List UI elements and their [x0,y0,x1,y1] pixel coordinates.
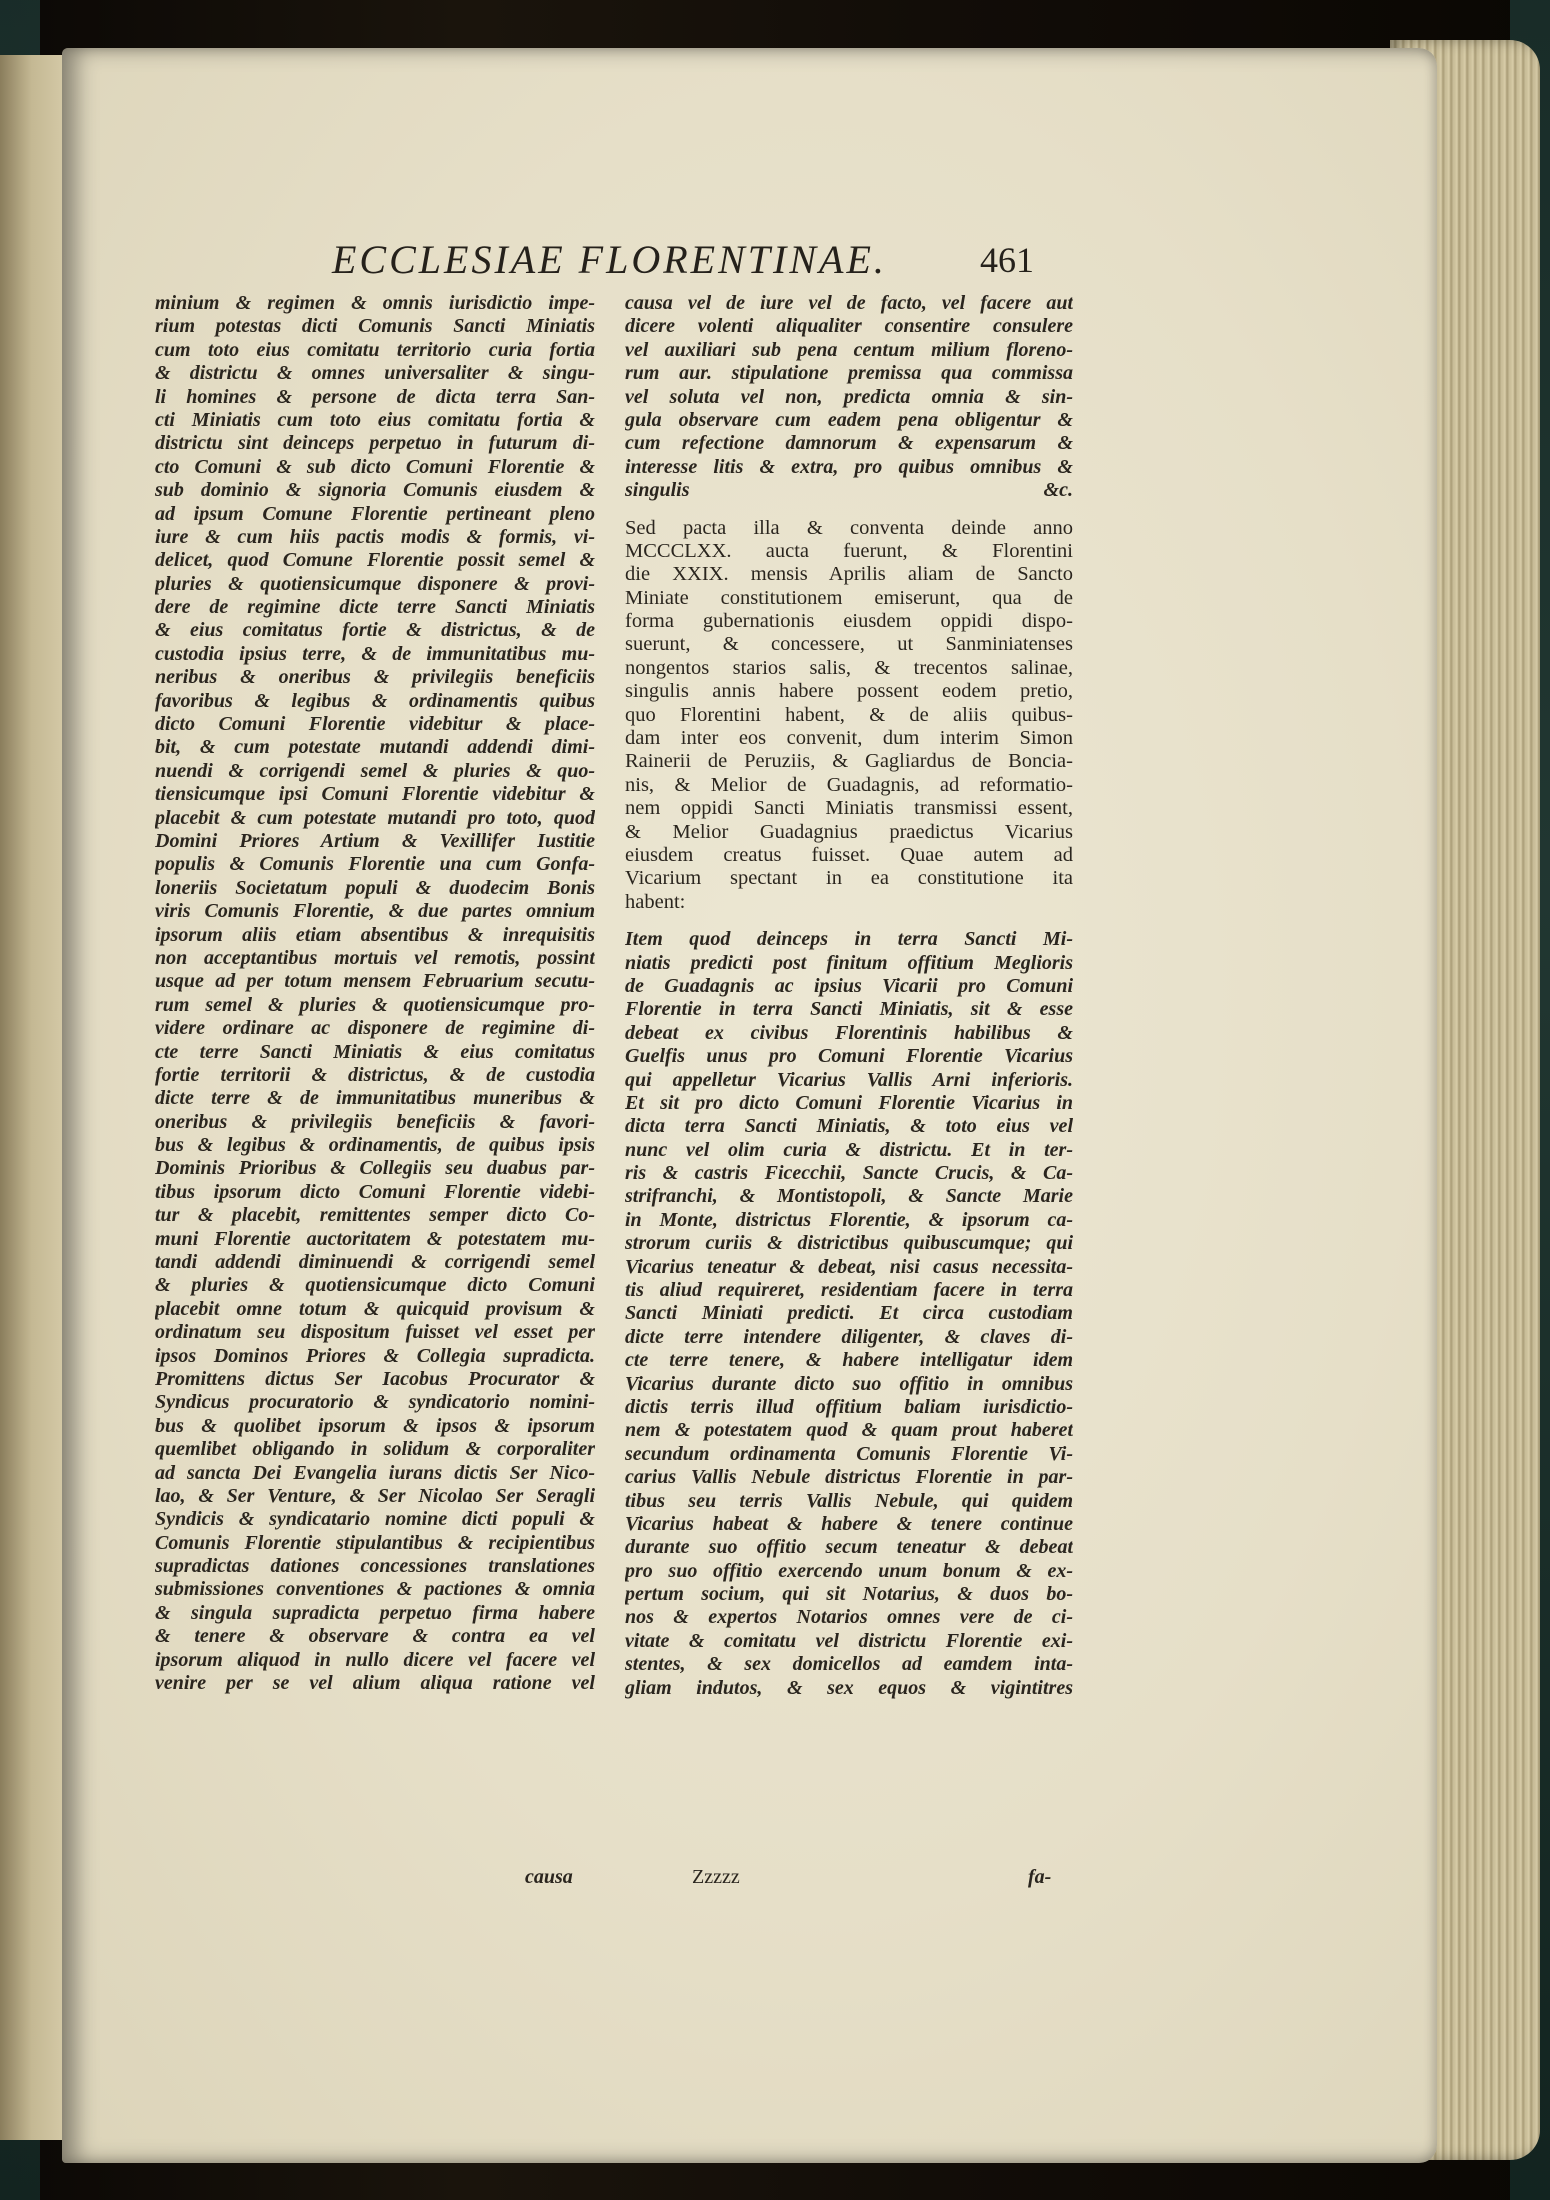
text-line: forma gubernationis eiusdem oppidi dispo- [625,610,1073,633]
text-line: ipsorum aliquod in nullo dicere vel facere vel [155,1648,595,1671]
text-line: tiensicumque ipsi Comuni Florentie videbitur & [155,783,595,806]
right-catchword: fa- [1028,1866,1052,1888]
left-catchword: causa [525,1866,573,1888]
text-line: viris Comunis Florentie, & due partes omnium [155,900,595,923]
text-line: stentes, & sex domicellos ad eamdem inta- [625,1653,1073,1676]
text-line: nongentos starios salis, & trecentos salinae, [625,656,1073,679]
text-line: pro suo offitio exercendo unum bonum & ex- [625,1559,1073,1582]
text-line: nuendi & corrigendi semel & pluries & quo- [155,759,595,782]
text-line: submissiones conventiones & pactiones & omnia [155,1578,595,1601]
text-line: minium & regimen & omnis iurisdictio impe- [155,292,595,314]
text-line: die XXIX. mensis Aprilis aliam de Sancto [625,563,1073,586]
text-line: tis aliud requireret, residentiam facere in terra [625,1279,1073,1302]
text-line: rum semel & pluries & quotiensicumque pro- [155,993,595,1016]
text-line: pluries & quotiensicumque disponere & provi- [155,572,595,595]
text-line: pertum socium, qui sit Notarius, & duos bo- [625,1583,1073,1606]
right-column-section-2 [625,517,1073,915]
left-text-column [155,292,595,1695]
text-line: dicto Comuni Florentie videbitur & place- [155,713,595,736]
text-line: causa vel de iure vel de facto, vel facere aut [625,292,1073,314]
text-line: quo Florentini habent, & de aliis quibus- [625,703,1073,726]
text-line: fortie territorii & districtus, & de custodia [155,1063,595,1086]
text-line: Item quod deinceps in terra Sancti Mi- [625,928,1073,951]
text-line: tandi addendi diminuendi & corrigendi semel [155,1251,595,1274]
text-line: iure & cum hiis pactis modis & formis, vi- [155,525,595,548]
text-line: Comunis Florentie stipulantibus & recipientibus [155,1531,595,1554]
text-line: ipsorum aliis etiam absentibus & inrequisitis [155,923,595,946]
text-line: vel soluta vel non, predicta omnia & sin- [625,385,1073,408]
text-line: placebit & cum potestate mutandi pro toto, quod [155,806,595,829]
right-text-column [625,292,1073,1700]
text-line: in Monte, districtus Florentie, & ipsorum ca- [625,1208,1073,1231]
text-line: Vicarium spectant in ea constitutione ita [625,867,1073,890]
text-line: Florentie in terra Sancti Miniatis, sit & esse [625,998,1073,1021]
text-line: & pluries & quotiensicumque dicto Comuni [155,1274,595,1297]
text-line: Sed pacta illa & conventa deinde anno [625,516,1073,539]
right-column-section-3 [625,928,1073,1700]
text-line: placebit omne totum & quicquid provisum & [155,1297,595,1320]
text-line: dam inter eos convenit, dum interim Simon [625,727,1073,750]
text-line: nos & expertos Notarios omnes vere de ci- [625,1606,1073,1629]
text-line: gula observare cum eadem pena obligentur & [625,408,1073,431]
text-line: strifranchi, & Montistopoli, & Sancte Marie [625,1185,1073,1208]
text-line: eiusdem creatus fuisset. Quae autem ad [625,843,1073,866]
text-line: tur & placebit, remittentes semper dicto Co- [155,1204,595,1227]
text-line: strorum curiis & districtibus quibuscumque; qui [625,1232,1073,1255]
text-line: Sancti Miniati predicti. Et circa custodiam [625,1302,1073,1325]
text-line: lao, & Ser Venture, & Ser Nicolao Ser Seragli [155,1484,595,1507]
text-line: Promittens dictus Ser Iacobus Procurator & [155,1367,595,1390]
text-line: & districtu & omnes universaliter & singu- [155,362,595,385]
text-line: nem oppidi Sancti Miniatis transmissi essent, [625,797,1073,820]
text-line: non acceptantibus mortuis vel remotis, possint [155,946,595,969]
text-line: bus & quolibet ipsorum & ipsos & ipsorum [155,1414,595,1437]
text-line: suerunt, & concessere, ut Sanminiatenses [625,633,1073,656]
text-line: nunc vel olim curia & districtu. Et in ter- [625,1138,1073,1161]
text-line: dicte terre intendere diligenter, & claves di- [625,1325,1073,1348]
text-line: Domini Priores Artium & Vexillifer Iustitie [155,829,595,852]
text-line: rium potestas dicti Comunis Sancti Miniatis [155,315,595,338]
text-line: cum toto eius comitatu territorio curia fortia [155,338,595,361]
text-line: & eius comitatus fortie & districtus, & de [155,619,595,642]
text-line: supradictas dationes concessiones translationes [155,1555,595,1578]
text-line: vel auxiliari sub pena centum milium floreno- [625,338,1073,361]
text-line: ipsos Dominos Priores & Collegia supradicta. [155,1344,595,1367]
text-line: rum aur. stipulatione premissa qua commissa [625,362,1073,385]
text-line: qui appelletur Vicarius Vallis Arni inferioris. [625,1068,1073,1091]
text-line: cto Comuni & sub dicto Comuni Florentie & [155,455,595,478]
text-line: Vicarius habeat & habere & tenere continue [625,1512,1073,1535]
running-head: ECCLESIAE FLORENTINAE. [332,237,887,282]
text-line: usque ad per totum mensem Februarium secutu- [155,970,595,993]
right-column-section-1 [625,292,1073,503]
text-line: cum refectione damnorum & expensarum & [625,432,1073,455]
text-line: dictis terris illud offitium baliam iurisdictio- [625,1395,1073,1418]
text-line: MCCCLXX. aucta fuerunt, & Florentini [625,539,1073,562]
text-line: Vicarius teneatur & debeat, nisi casus necessita- [625,1255,1073,1278]
text-line: ad sancta Dei Evangelia iurans dictis Ser Nico- [155,1461,595,1484]
text-line: oneribus & privilegiis beneficiis & favori- [155,1110,595,1133]
text-line: niatis predicti post finitum offitium Meglioris [625,951,1073,974]
text-line: Syndicis & syndicatario nomine dicti populi & [155,1508,595,1531]
text-line: bus & legibus & ordinamentis, de quibus ipsis [155,1134,595,1157]
text-line: ris & castris Ficecchii, Sancte Crucis, & Ca- [625,1162,1073,1185]
text-line: muni Florentie auctoritatem & potestatem mu- [155,1227,595,1250]
text-line: Rainerii de Peruziis, & Gagliardus de Boncia- [625,750,1073,773]
text-line: Dominis Prioribus & Collegiis seu duabus par- [155,1157,595,1180]
text-line: carius Vallis Nebule districtus Florentie in par- [625,1466,1073,1489]
text-line: debeat ex civibus Florentinis habilibus & [625,1021,1073,1044]
text-line: dicta terra Sancti Miniatis, & toto eius vel [625,1115,1073,1138]
text-line: gliam indutos, & sex equos & vigintitres [625,1676,1073,1699]
text-line: li homines & persone de dicta terra San- [155,385,595,408]
text-line: durante suo offitio secum teneatur & debeat [625,1536,1073,1559]
text-line: singulis annis habere possent eodem pretio, [625,680,1073,703]
text-line: secundum ordinamenta Comunis Florentie Vi- [625,1442,1073,1465]
text-line: cte terre tenere, & habere intelligatur idem [625,1349,1073,1372]
text-line: & Melior Guadagnius praedictus Vicarius [625,820,1073,843]
text-line: dicte terre & de immunitatibus muneribus & [155,1087,595,1110]
text-line: cti Miniatis cum toto eius comitatu fortia & [155,408,595,431]
text-line: venire per se vel alium aliqua ratione vel [155,1672,595,1695]
text-line: loneriis Societatum populi & duodecim Bonis [155,876,595,899]
text-line: tibus seu terris Vallis Nebule, qui quidem [625,1489,1073,1512]
text-line: nis, & Melior de Guadagnis, ad reformatio- [625,773,1073,796]
text-line: dicere volenti aliqualiter consentire consulere [625,315,1073,338]
text-line: Syndicus procuratorio & syndicatorio nomini- [155,1391,595,1414]
text-line: videre ordinare ac disponere de regimine di- [155,1017,595,1040]
text-line: Miniate constitutionem emiserunt, qua de [625,586,1073,609]
text-line: dere de regimine dicte terre Sancti Miniatis [155,596,595,619]
text-line: delicet, quod Comune Florentie possit semel & [155,549,595,572]
text-line: interesse litis & extra, pro quibus omnibus & [625,455,1073,478]
signature-mark: Zzzzz [692,1866,740,1888]
text-line: ordinatum seu dispositum fuisset vel esset per [155,1321,595,1344]
facing-page-edge [0,55,70,2140]
text-line: neribus & oneribus & privilegiis beneficiis [155,666,595,689]
text-line: Guelfis unus pro Comuni Florentie Vicarius [625,1045,1073,1068]
text-line: favoribus & legibus & ordinamentis quibus [155,689,595,712]
text-line: sub dominio & signoria Comunis eiusdem & [155,479,595,502]
text-line: singulis &c. [625,479,1073,502]
text-line: cte terre Sancti Miniatis & eius comitatus [155,1040,595,1063]
text-line: populis & Comunis Florentie una cum Gonfa- [155,853,595,876]
text-line: quemlibet obligando in solidum & corporaliter [155,1438,595,1461]
text-line: vitate & comitatu vel districtu Florentie exi- [625,1629,1073,1652]
text-line: bit, & cum potestate mutandi addendi dimi- [155,736,595,759]
text-line: Vicarius durante dicto suo offitio in omnibus [625,1372,1073,1395]
text-line: districtu sint deinceps perpetuo in futurum di- [155,432,595,455]
text-line: habent: [625,890,686,913]
text-line: nem & potestatem quod & quam prout haberet [625,1419,1073,1442]
text-line: ad ipsum Comune Florentie pertineant pleno [155,502,595,525]
text-line: de Guadagnis ac ipsius Vicarii pro Comuni [625,974,1073,997]
text-line: & singula supradicta perpetuo firma habere [155,1601,595,1624]
text-line: & tenere & observare & contra ea vel [155,1625,595,1648]
text-line: tibus ipsorum dicto Comuni Florentie videbi- [155,1180,595,1203]
text-line: Et sit pro dicto Comuni Florentie Vicarius in [625,1091,1073,1114]
text-line: custodia ipsius terre, & de immunitatibus mu- [155,642,595,665]
page-number: 461 [980,240,1034,280]
